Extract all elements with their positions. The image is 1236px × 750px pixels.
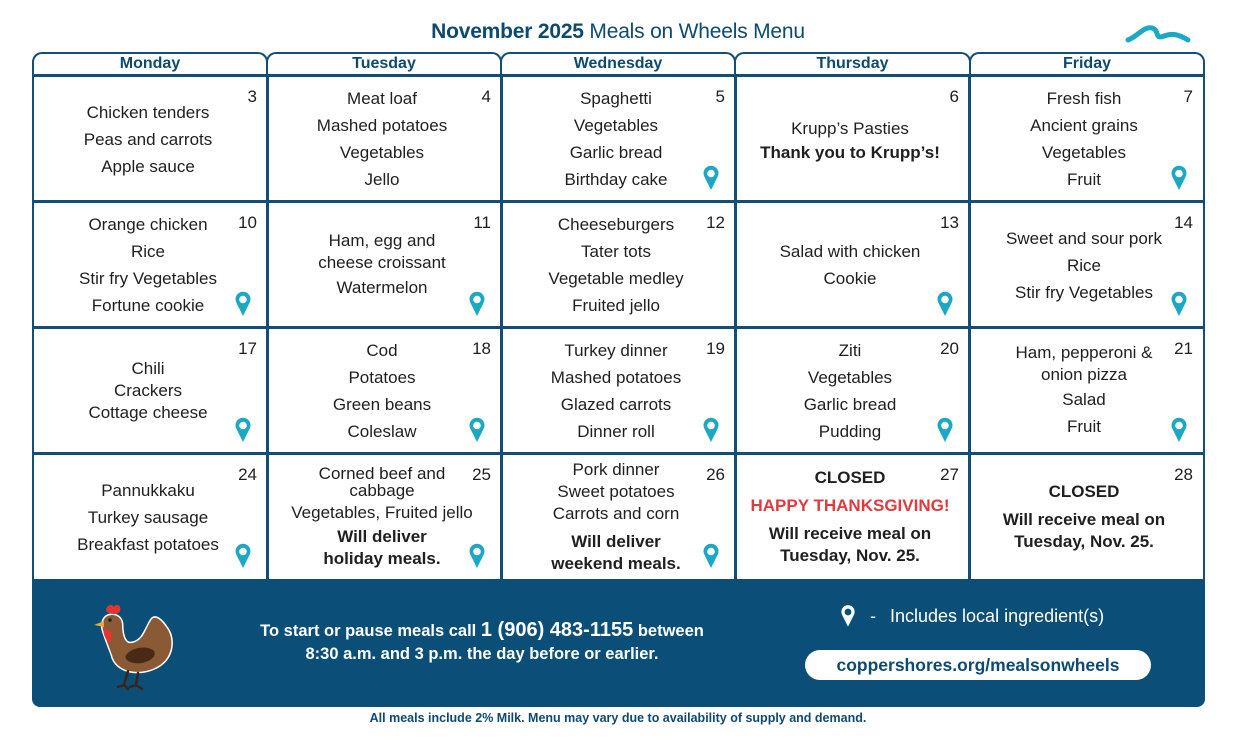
day-number: 18 xyxy=(472,339,491,358)
menu-item: Cookie xyxy=(823,269,877,288)
menu-item: onion pizza xyxy=(1040,365,1127,384)
local-ingredient-pin-icon xyxy=(234,543,252,569)
menu-item: Sweet potatoes xyxy=(557,482,675,501)
day-cell xyxy=(736,203,968,327)
closed-note: Will receive meal on xyxy=(1002,510,1166,529)
day-number: 13 xyxy=(940,213,959,232)
contact-instructions xyxy=(232,619,732,666)
menu-item: Rice xyxy=(130,242,165,261)
website-link[interactable]: coppershores.org/mealsonwheels xyxy=(805,650,1151,680)
header-thursday: Thursday xyxy=(734,52,971,75)
menu-item: Birthday cake xyxy=(564,170,668,189)
day-cell xyxy=(970,329,1202,453)
menu-item: Fruited jello xyxy=(572,296,660,315)
header-tuesday: Tuesday xyxy=(266,52,502,75)
menu-item: Salad with chicken xyxy=(779,242,921,261)
day-cell xyxy=(268,77,500,201)
day-number: 17 xyxy=(238,339,257,358)
delivery-note: Will deliver xyxy=(571,532,661,551)
header-monday: Monday xyxy=(32,52,268,75)
delivery-note: Will deliver xyxy=(337,526,427,546)
delivery-note: weekend meals. xyxy=(551,554,681,573)
call-suffix: between xyxy=(637,622,704,640)
menu-item: Fruit xyxy=(1067,417,1101,436)
title-month: November 2025 xyxy=(431,20,584,43)
menu-item: Green beans xyxy=(332,395,432,414)
day-number: 5 xyxy=(715,87,725,106)
menu-item: Garlic bread xyxy=(569,143,663,162)
local-ingredient-pin-icon xyxy=(1170,417,1188,443)
menu-item: Mashed potatoes xyxy=(550,368,682,387)
menu-item: Crackers xyxy=(113,381,182,400)
chicken-icon xyxy=(82,593,182,693)
menu-item: Pannukkaku xyxy=(101,480,195,500)
day-number: 19 xyxy=(706,339,725,358)
day-number: 6 xyxy=(949,87,959,106)
menu-item: Turkey sausage xyxy=(87,507,209,527)
menu-item: cheese croissant xyxy=(318,252,446,272)
menu-item: Cottage cheese xyxy=(88,403,208,422)
day-number: 4 xyxy=(481,87,491,106)
menu-item: Chili xyxy=(131,359,165,378)
legend-dash: - xyxy=(870,605,876,626)
menu-item: Potatoes xyxy=(348,368,416,387)
day-number: 28 xyxy=(1174,465,1193,484)
local-ingredient-pin-icon xyxy=(468,291,486,317)
legend xyxy=(840,603,1104,629)
day-number: 21 xyxy=(1174,339,1193,358)
day-cell xyxy=(502,77,734,201)
day-number: 7 xyxy=(1183,87,1193,106)
day-cell xyxy=(34,455,266,579)
day-cell xyxy=(970,203,1202,327)
menu-item: Pudding xyxy=(818,422,882,441)
header-friday: Friday xyxy=(969,52,1205,75)
call-hours: 8:30 a.m. and 3 p.m. the day before or earlier. xyxy=(305,645,659,663)
menu-item: Orange chicken xyxy=(88,215,208,234)
menu-item: Stir fry Vegetables xyxy=(1015,282,1153,302)
menu-item: Ham, egg and xyxy=(328,230,436,250)
local-ingredient-pin-icon xyxy=(702,543,720,569)
menu-item: Carrots and corn xyxy=(552,504,680,523)
page-title xyxy=(0,20,1236,44)
delivery-note: holiday meals. xyxy=(323,548,441,568)
menu-item: Spaghetti xyxy=(580,89,652,108)
day-cell xyxy=(970,77,1202,201)
menu-item: Mashed potatoes xyxy=(316,116,448,135)
header-wednesday: Wednesday xyxy=(500,52,736,75)
day-cell xyxy=(268,203,500,327)
holiday-label: HAPPY THANKSGIVING! xyxy=(750,496,950,515)
menu-item: Fruit xyxy=(1067,170,1101,189)
menu-item: Vegetable medley xyxy=(548,269,684,288)
local-ingredient-pin-icon xyxy=(468,417,486,443)
day-cell xyxy=(502,455,734,579)
day-number: 27 xyxy=(940,465,959,484)
legend-text: Includes local ingredient(s) xyxy=(890,605,1105,626)
day-number: 11 xyxy=(473,213,491,232)
day-cell xyxy=(502,203,734,327)
menu-item: Ham, pepperoni & xyxy=(1015,343,1153,362)
day-number: 26 xyxy=(706,465,725,484)
local-ingredient-pin-icon xyxy=(468,543,486,569)
menu-item: Salad xyxy=(1062,390,1106,409)
day-cell xyxy=(502,329,734,453)
menu-item: Jello xyxy=(364,170,400,189)
menu-item: Stir fry Vegetables xyxy=(79,269,217,288)
menu-item: Corned beef and xyxy=(318,463,446,483)
day-cell xyxy=(34,329,266,453)
day-number: 10 xyxy=(238,213,257,232)
menu-item: Vegetables xyxy=(339,143,425,162)
day-cell xyxy=(268,329,500,453)
menu-item: Turkey dinner xyxy=(564,341,668,360)
day-cell xyxy=(736,455,968,579)
menu-item: Sweet and sour pork xyxy=(1006,228,1162,248)
menu-item: Rice xyxy=(1066,255,1101,275)
local-ingredient-pin-icon xyxy=(936,417,954,443)
menu-item: Apple sauce xyxy=(101,156,195,176)
local-ingredient-pin-icon xyxy=(702,165,720,191)
menu-item: Peas and carrots xyxy=(83,129,213,149)
menu-item: Krupp’s Pasties xyxy=(791,118,909,138)
local-ingredient-pin-icon xyxy=(1170,291,1188,317)
menu-item: Ziti xyxy=(838,341,862,360)
day-cell xyxy=(736,77,968,201)
menu-item: cabbage xyxy=(349,480,415,500)
day-number: 24 xyxy=(238,465,257,484)
menu-item: Vegetables, Fruited jello xyxy=(291,502,473,522)
phone-number[interactable]: 1 (906) 483-1155 xyxy=(480,619,634,641)
menu-item: Tater tots xyxy=(581,242,651,261)
closed-note: Will receive meal on xyxy=(768,524,932,543)
menu-item: Fresh fish xyxy=(1046,89,1122,108)
menu-item: Vegetables xyxy=(573,116,659,135)
local-ingredient-pin-icon xyxy=(840,604,856,628)
menu-item: Ancient grains xyxy=(1030,116,1138,135)
menu-item: Pork dinner xyxy=(572,460,660,479)
day-cell xyxy=(970,455,1202,579)
local-ingredient-pin-icon xyxy=(702,417,720,443)
menu-item: Watermelon xyxy=(336,277,428,297)
local-ingredient-pin-icon xyxy=(234,417,252,443)
closed-note: Tuesday, Nov. 25. xyxy=(1014,532,1154,551)
thank-you-note: Thank you to Krupp’s! xyxy=(760,142,940,162)
menu-item: Cod xyxy=(366,341,398,360)
call-prefix: To start or pause meals call xyxy=(260,622,477,640)
menu-item: Breakfast potatoes xyxy=(77,534,219,554)
menu-item: Coleslaw xyxy=(347,422,417,441)
day-number: 3 xyxy=(247,87,257,106)
milk-disclaimer: All meals include 2% Milk. Menu may vary due to availability of supply and demand. xyxy=(369,711,867,725)
menu-item: Fortune cookie xyxy=(91,296,205,315)
day-number: 14 xyxy=(1174,213,1193,232)
closed-label: CLOSED xyxy=(814,468,886,487)
menu-item: Vegetables xyxy=(807,368,893,387)
menu-item: Dinner roll xyxy=(577,422,655,441)
menu-item: Chicken tenders xyxy=(86,102,210,122)
day-number: 20 xyxy=(940,339,959,358)
closed-note: Tuesday, Nov. 25. xyxy=(780,546,920,565)
day-number: 12 xyxy=(706,213,725,232)
footer-panel xyxy=(32,579,1205,707)
day-cell xyxy=(34,77,266,201)
wave-logo-icon xyxy=(1124,22,1192,46)
menu-item: Cheeseburgers xyxy=(557,215,675,234)
closed-label: CLOSED xyxy=(1048,482,1120,501)
title-text: Meals on Wheels Menu xyxy=(589,20,805,43)
local-ingredient-pin-icon xyxy=(1170,165,1188,191)
local-ingredient-pin-icon xyxy=(234,291,252,317)
day-cell xyxy=(268,455,500,579)
local-ingredient-pin-icon xyxy=(936,291,954,317)
menu-item: Garlic bread xyxy=(803,395,897,414)
menu-item: Glazed carrots xyxy=(560,395,672,414)
menu-item: Vegetables xyxy=(1041,143,1127,162)
day-cell xyxy=(736,329,968,453)
day-number: 25 xyxy=(472,465,491,484)
day-cell xyxy=(34,203,266,327)
menu-item: Meat loaf xyxy=(347,89,417,108)
